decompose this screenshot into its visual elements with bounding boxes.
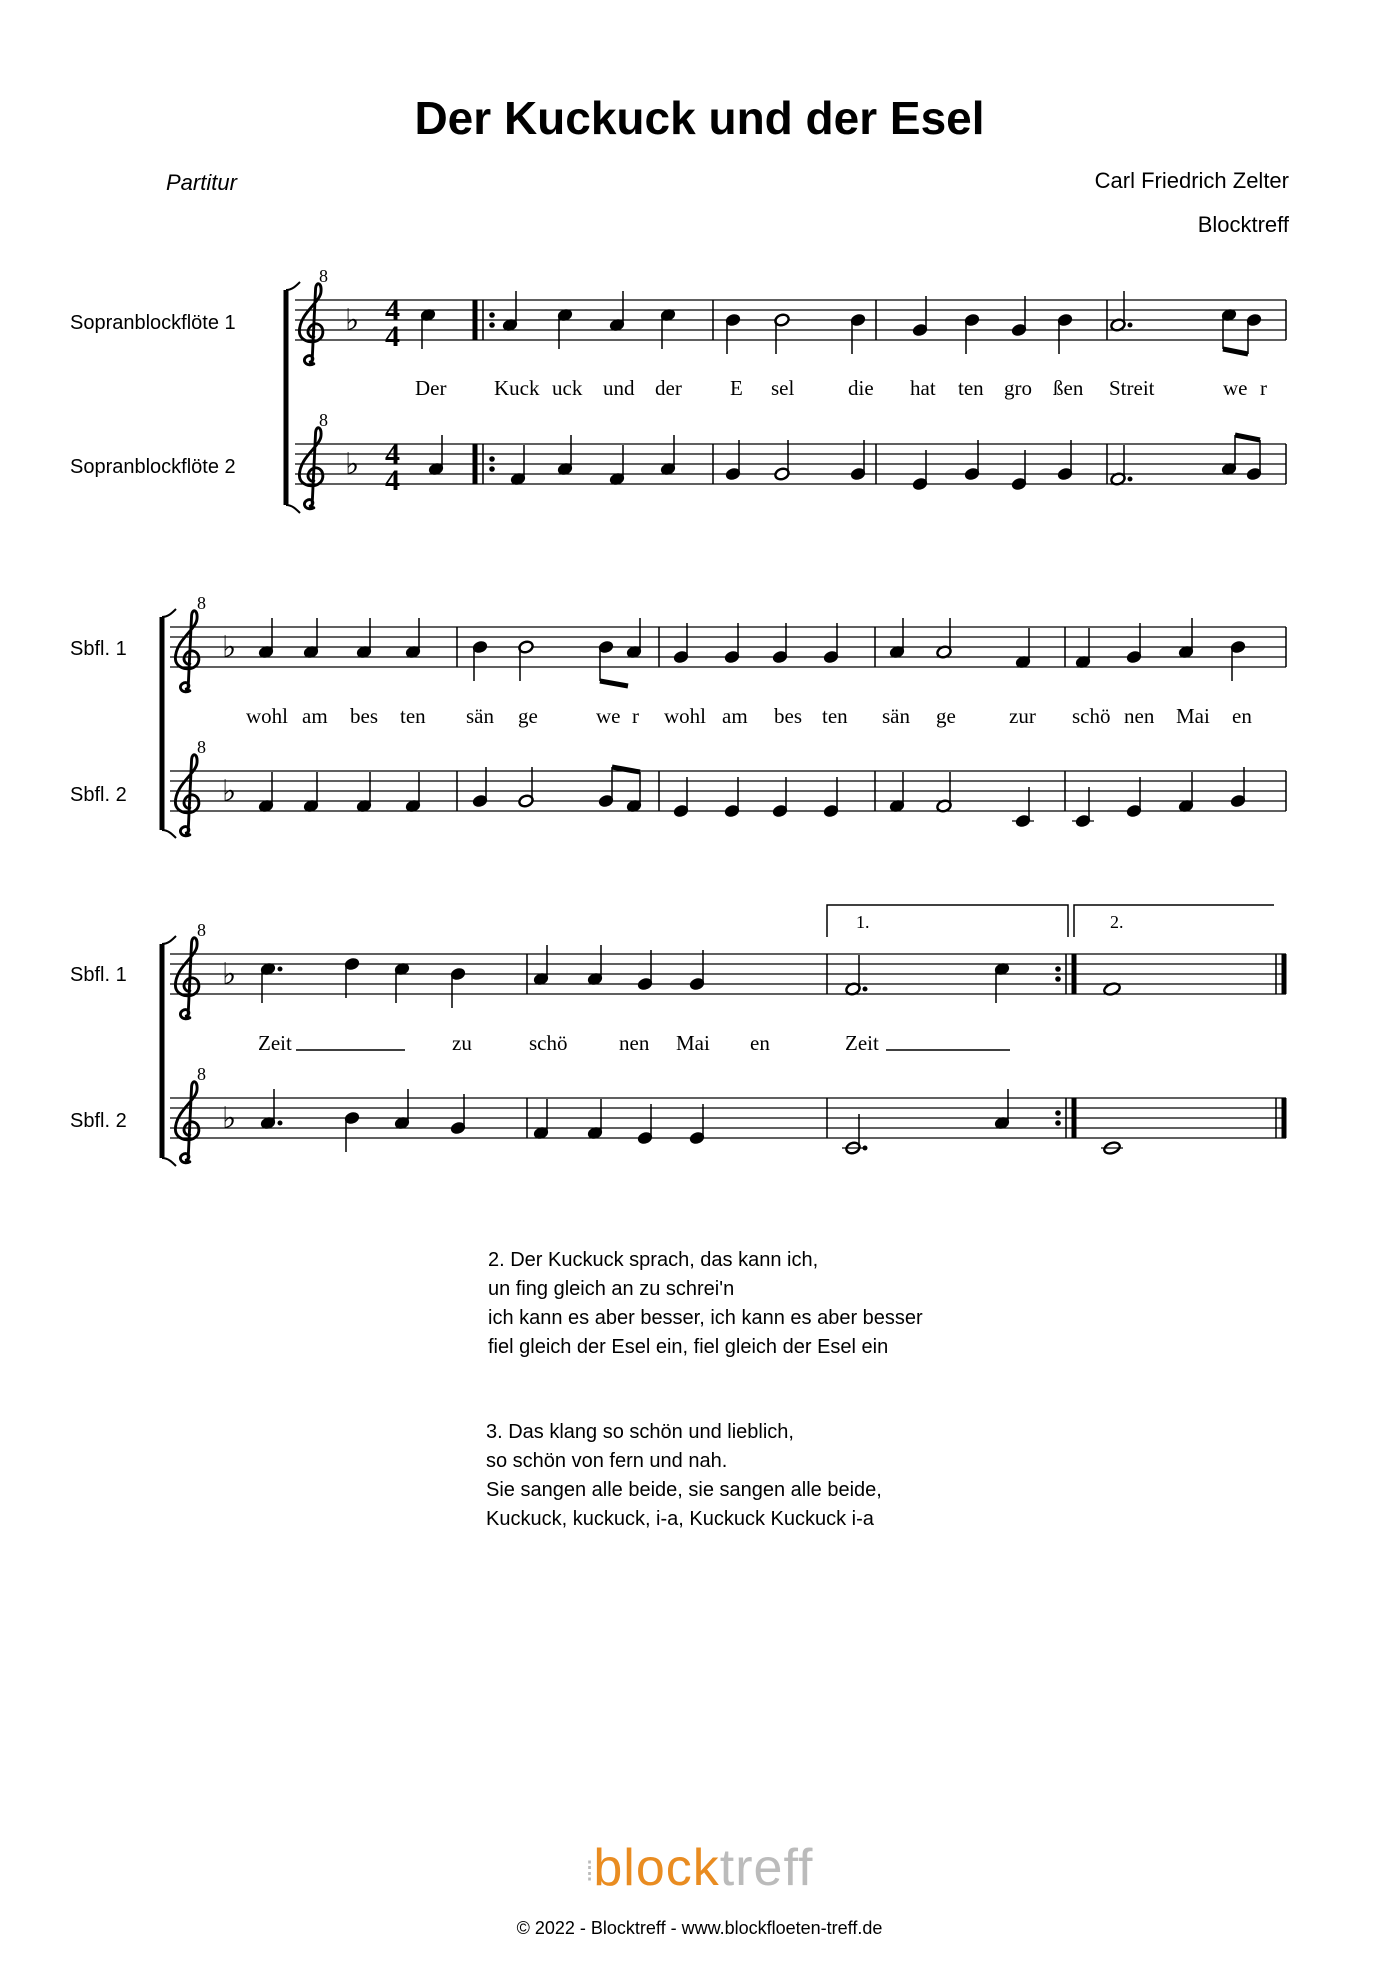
note [772,623,788,664]
svg-text:♭: ♭ [222,775,237,808]
svg-text:4: 4 [385,294,400,327]
note [774,440,790,481]
repeat-dot [1055,1110,1061,1116]
svg-text:8: 8 [197,593,206,613]
staff-label-2: Sopranblockflöte 2 [70,456,236,478]
lyric: uck [552,376,583,400]
lyric: nen [1124,704,1155,728]
note [609,291,625,332]
octave-marker [197,266,328,1084]
note [725,440,741,481]
lyric: bes [774,704,802,728]
repeat-dot [489,322,495,328]
svg-text:♭: ♭ [345,304,360,337]
note [260,1089,283,1130]
logo-part-2: treff [719,1839,814,1897]
beam [1223,349,1248,354]
svg-text:♭: ♭ [345,448,360,481]
svg-text:♭: ♭ [222,958,237,991]
note [1246,440,1262,481]
dot [1128,323,1133,328]
note [258,772,274,813]
lyric: we [1223,376,1248,400]
note [428,435,444,476]
system-bracket [162,282,300,1166]
arranger: Blocktreff [1197,212,1289,237]
svg-text:8: 8 [319,266,328,286]
svg-text:8: 8 [197,1064,206,1084]
note [1057,313,1073,354]
note [598,767,614,808]
beam [600,681,628,686]
svg-text:4: 4 [385,438,400,471]
note [1246,313,1262,354]
lyric: der [655,376,682,400]
staff-label-5: Sbfl. 1 [70,964,127,986]
note [1110,291,1133,332]
svg-text:4: 4 [385,464,400,497]
lyric: zur [1009,704,1036,728]
lyric: bes [350,704,378,728]
note [344,957,360,998]
note [609,445,625,486]
logo-part-1: block [593,1839,720,1897]
note [472,640,488,681]
lyric: und [603,376,635,400]
note [964,440,980,481]
note [1126,777,1142,818]
verse-line: Kuckuck, kuckuck, i-a, Kuckuck Kuckuck i-a [486,1508,874,1530]
verse-line: 3. Das klang so schön und lieblich, [486,1421,794,1443]
staff-label-4: Sbfl. 2 [70,784,127,806]
note [258,618,274,659]
lyric: zu [452,1031,472,1055]
note [1230,767,1246,808]
note [502,291,518,332]
note [557,308,573,349]
note [1012,787,1034,828]
note [724,777,740,818]
note [660,435,676,476]
note [1057,440,1073,481]
lyric: wohl [664,704,706,728]
blocktreff-logo [0,1838,1399,1898]
note [1178,772,1194,813]
lyric: Kuck [494,376,540,400]
lyric: schö [1072,704,1111,728]
note [587,945,603,986]
lyric: r [632,704,639,728]
svg-text:♭: ♭ [222,1102,237,1135]
lyric: die [848,376,874,400]
note [450,1094,466,1135]
note [772,777,788,818]
note [1101,1141,1123,1156]
lyric: gro [1004,376,1032,400]
note [660,308,676,349]
page-title: Der Kuckuck und der Esel [414,92,985,144]
verse-line: so schön von fern und nah. [486,1450,728,1472]
lyric: ten [958,376,984,400]
note [1126,623,1142,664]
note [598,640,614,681]
note [405,772,421,813]
note [994,962,1010,1003]
note [510,445,526,486]
note [724,623,740,664]
repeat-dot [1055,966,1061,972]
note [344,1111,360,1152]
time-signature [385,294,400,497]
verse-line: ich kann es aber besser, ich kann es aber besser [488,1307,923,1329]
lyric: Zeit [258,1031,292,1055]
note [1221,308,1237,349]
note [994,1089,1010,1130]
note [1011,450,1027,491]
repeat-dot [489,312,495,318]
repeat-dot [489,456,495,462]
lyric: en [750,1031,770,1055]
lyric: hat [910,376,936,400]
lyric: Der [415,376,447,400]
composer: Carl Friedrich Zelter [1094,168,1289,193]
lyric: am [722,704,748,728]
note [889,772,905,813]
note [518,767,534,808]
note [823,623,839,664]
note [260,962,283,1003]
note [842,1114,868,1155]
note [774,313,790,354]
lyric: am [302,704,328,728]
volta-1-label: 1. [856,912,870,932]
note [1075,628,1091,669]
svg-text:8: 8 [197,737,206,757]
lyric: ge [518,704,538,728]
lyric: Mai [676,1031,710,1055]
staff-label-1: Sopranblockflöte 1 [70,312,236,334]
verse-line: fiel gleich der Esel ein, fiel gleich der Esel ein [488,1336,889,1358]
note [420,308,436,349]
volta-bracket [827,905,1274,937]
note [673,777,689,818]
lyric: r [1260,376,1267,400]
note [533,1099,549,1140]
note [303,772,319,813]
verse-line: 2. Der Kuckuck sprach, das kann ich, [488,1249,819,1271]
svg-text:4: 4 [385,320,400,353]
note [1178,618,1194,659]
note [1230,640,1246,681]
verse-line: un fing gleich an zu schrei'n [488,1278,735,1300]
svg-text:8: 8 [319,410,328,430]
lyric: Mai [1176,704,1210,728]
note [725,313,741,354]
svg-text:♭: ♭ [222,631,237,664]
lyric: sel [771,376,795,400]
lyric: we [596,704,621,728]
note [587,1099,603,1140]
lyric: sän [466,704,494,728]
staff-label-3: Sbfl. 1 [70,638,127,660]
note [533,945,549,986]
note [303,618,319,659]
lyric: schö [529,1031,568,1055]
lyric: Zeit [845,1031,879,1055]
note [557,435,573,476]
note [472,767,488,808]
note [405,618,421,659]
lyric: ten [400,704,426,728]
dot [278,1121,283,1126]
logo-dots-icon: ⁞ [585,1855,594,1887]
beam [1235,435,1260,440]
note [1110,445,1133,486]
note [394,962,410,1003]
repeat-dot [489,466,495,472]
flat-key-signature [222,304,359,1135]
verse-2 [488,1246,923,1362]
dot [1128,477,1133,482]
lyric: Streit [1109,376,1155,400]
footer-copyright: © 2022 - Blocktreff - www.blockfloeten-treff.de [516,1918,883,1938]
note [1072,787,1094,828]
note [518,640,534,681]
note [936,618,952,659]
note [1015,628,1031,669]
lyric: wohl [246,704,288,728]
note [450,967,466,1008]
lyric: E [730,376,743,400]
staff-label-6: Sbfl. 2 [70,1110,127,1132]
note [845,955,868,996]
note [637,1104,653,1145]
note [889,618,905,659]
note [912,296,928,337]
verse-3 [486,1418,882,1534]
note [1011,296,1027,337]
lyric: ge [936,704,956,728]
volta-2-label: 2. [1110,912,1124,932]
dot [863,987,868,992]
lyric: sän [882,704,910,728]
note [356,772,372,813]
note [689,1104,705,1145]
note [850,313,866,354]
lyric: ten [822,704,848,728]
subtitle: Partitur [166,170,237,195]
treble-clef-icon [175,284,322,1163]
lyric: en [1232,704,1252,728]
note [850,440,866,481]
verse-line: Sie sangen alle beide, sie sangen alle beide, [486,1479,882,1501]
repeat-dot [1055,1120,1061,1126]
note [689,950,705,991]
note [823,777,839,818]
dot [278,967,283,972]
note [356,618,372,659]
note [637,950,653,991]
svg-text:8: 8 [197,920,206,940]
lyric: ßen [1053,376,1084,400]
repeat-dot [1055,976,1061,982]
note [673,623,689,664]
lyric: nen [619,1031,650,1055]
note [964,313,980,354]
note [912,450,928,491]
note [626,772,642,813]
note [936,772,952,813]
note [626,618,642,659]
note [394,1089,410,1130]
note [1221,435,1237,476]
